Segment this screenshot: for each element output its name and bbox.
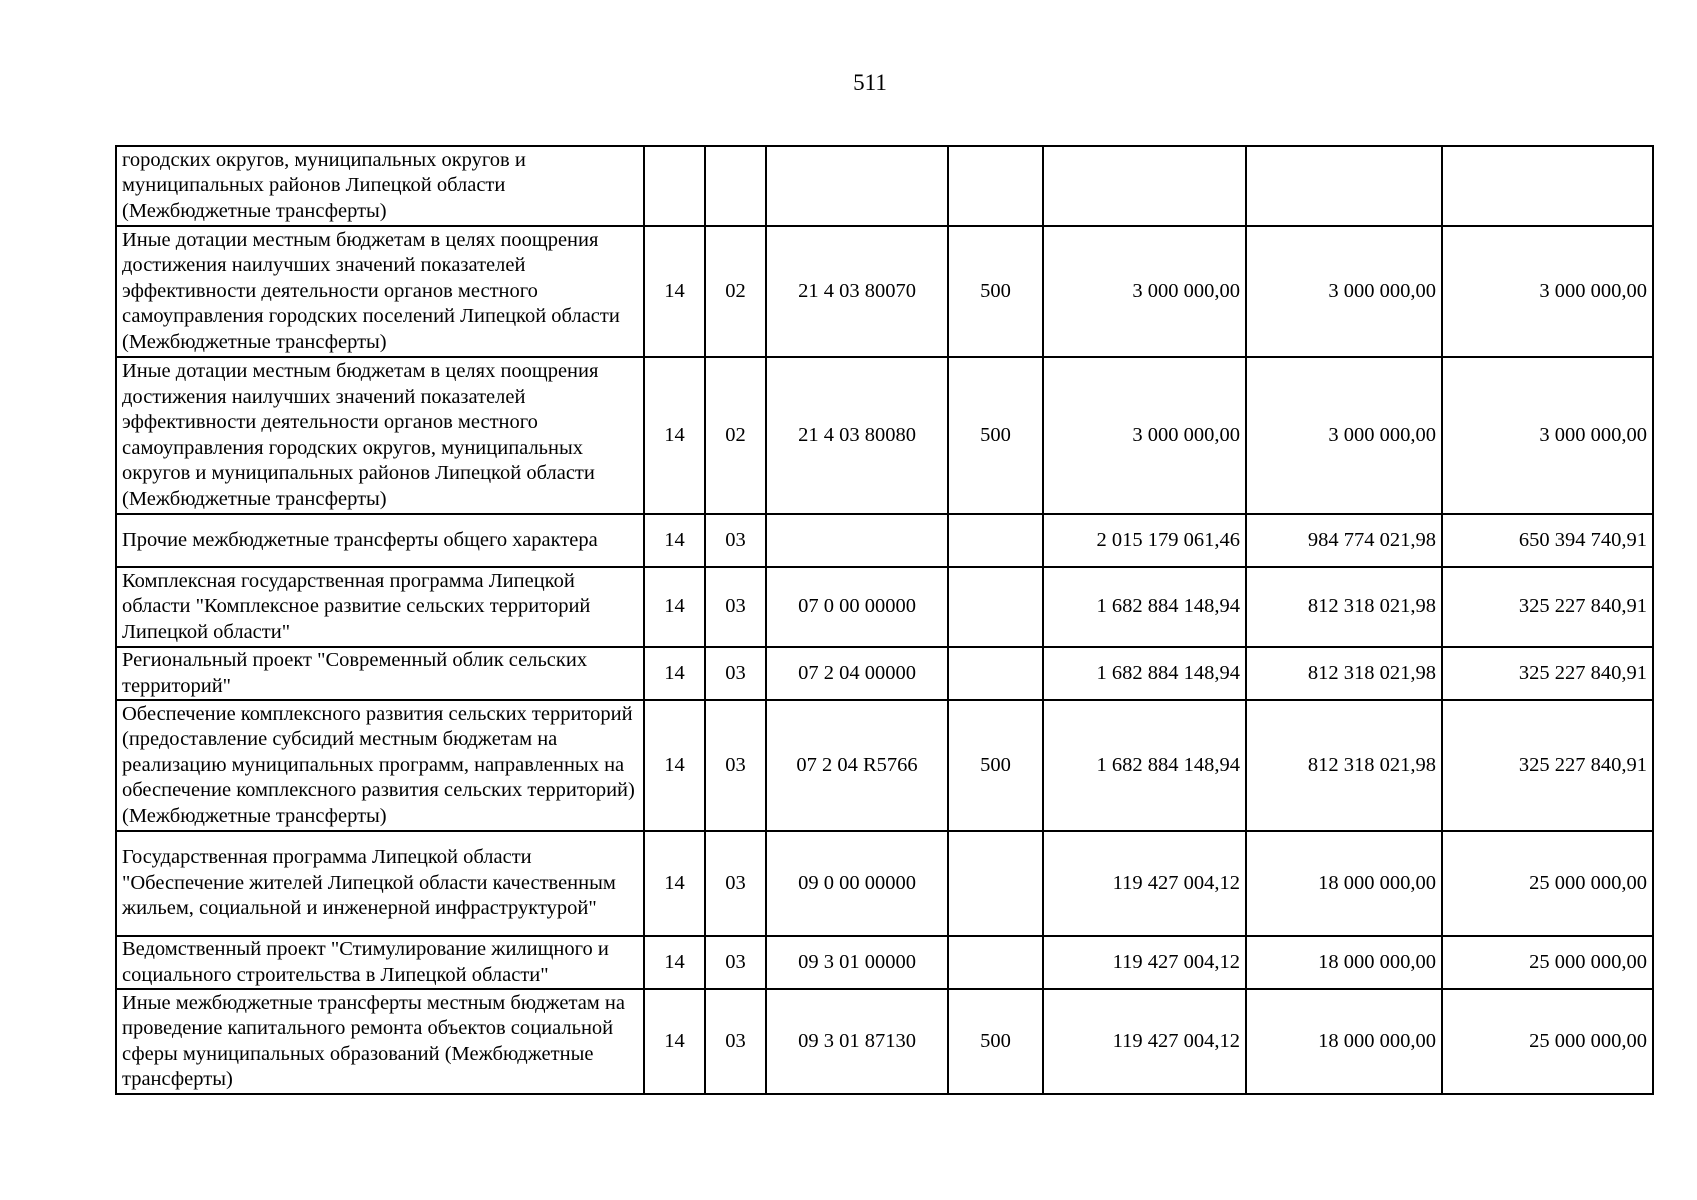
row-subsection: 02 — [705, 226, 766, 357]
row-expense-type: 500 — [948, 989, 1043, 1094]
row-expense-type — [948, 647, 1043, 700]
row-section: 14 — [644, 567, 705, 647]
row-sum-3 — [1442, 146, 1653, 226]
table-row — [116, 700, 1653, 831]
row-name: Иные дотации местным бюджетам в целях поощрения достижения наилучших значений показателей эффективности деятельности органов местного самоуправления городских округов, муниципальных округов и муниципальных районов Липецкой области (Межбюджетные трансферты) — [116, 357, 644, 514]
row-expense-type: 500 — [948, 700, 1043, 831]
row-expense-type — [948, 146, 1043, 226]
row-sum-3: 650 394 740,91 — [1442, 514, 1653, 567]
row-subsection: 03 — [705, 647, 766, 700]
row-sum-2: 812 318 021,98 — [1246, 567, 1442, 647]
row-sum-1: 1 682 884 148,94 — [1043, 647, 1246, 700]
row-target-article: 21 4 03 80080 — [766, 357, 948, 514]
row-sum-1: 119 427 004,12 — [1043, 831, 1246, 936]
row-section: 14 — [644, 226, 705, 357]
row-sum-3: 3 000 000,00 — [1442, 357, 1653, 514]
table-row — [116, 989, 1653, 1094]
row-sum-3: 325 227 840,91 — [1442, 700, 1653, 831]
row-target-article: 21 4 03 80070 — [766, 226, 948, 357]
row-sum-1: 2 015 179 061,46 — [1043, 514, 1246, 567]
row-sum-3: 25 000 000,00 — [1442, 831, 1653, 936]
table-row — [116, 514, 1653, 567]
row-name: Региональный проект "Современный облик сельских территорий" — [116, 647, 644, 700]
row-sum-3: 3 000 000,00 — [1442, 226, 1653, 357]
row-expense-type — [948, 514, 1043, 567]
row-sum-2: 18 000 000,00 — [1246, 989, 1442, 1094]
row-name: Государственная программа Липецкой области "Обеспечение жителей Липецкой области качественным жильем, социальной и инженерной инфраструктурой" — [116, 831, 644, 936]
row-section: 14 — [644, 831, 705, 936]
row-subsection: 03 — [705, 567, 766, 647]
row-subsection: 03 — [705, 989, 766, 1094]
row-target-article: 09 0 00 00000 — [766, 831, 948, 936]
row-sum-2: 3 000 000,00 — [1246, 357, 1442, 514]
row-target-article — [766, 146, 948, 226]
row-expense-type — [948, 831, 1043, 936]
row-sum-3: 25 000 000,00 — [1442, 989, 1653, 1094]
table-row — [116, 146, 1653, 226]
row-expense-type: 500 — [948, 357, 1043, 514]
row-name: Иные межбюджетные трансферты местным бюджетам на проведение капитального ремонта объектов социальной сферы муниципальных образований (Межбюджетные трансферты) — [116, 989, 644, 1094]
row-sum-2: 984 774 021,98 — [1246, 514, 1442, 567]
table-row — [116, 647, 1653, 700]
row-sum-1: 3 000 000,00 — [1043, 226, 1246, 357]
row-subsection: 03 — [705, 936, 766, 989]
row-name: Комплексная государственная программа Липецкой области "Комплексное развитие сельских территорий Липецкой области" — [116, 567, 644, 647]
row-sum-2: 812 318 021,98 — [1246, 700, 1442, 831]
row-name: Ведомственный проект "Стимулирование жилищного и социального строительства в Липецкой области" — [116, 936, 644, 989]
row-expense-type — [948, 936, 1043, 989]
row-expense-type: 500 — [948, 226, 1043, 357]
table-row — [116, 357, 1653, 514]
row-sum-1: 119 427 004,12 — [1043, 989, 1246, 1094]
row-sum-1 — [1043, 146, 1246, 226]
row-section: 14 — [644, 647, 705, 700]
row-sum-2: 18 000 000,00 — [1246, 831, 1442, 936]
row-subsection — [705, 146, 766, 226]
page-number: 511 — [853, 70, 887, 95]
row-section: 14 — [644, 936, 705, 989]
row-expense-type — [948, 567, 1043, 647]
row-sum-3: 25 000 000,00 — [1442, 936, 1653, 989]
budget-table — [115, 145, 1654, 1095]
table-row — [116, 226, 1653, 357]
row-target-article: 07 2 04 00000 — [766, 647, 948, 700]
table-row — [116, 831, 1653, 936]
row-target-article: 07 2 04 R5766 — [766, 700, 948, 831]
row-sum-2: 812 318 021,98 — [1246, 647, 1442, 700]
row-target-article: 07 0 00 00000 — [766, 567, 948, 647]
row-name: городских округов, муниципальных округов и муниципальных районов Липецкой области (Межбюджетные трансферты) — [116, 146, 644, 226]
row-name: Прочие межбюджетные трансферты общего характера — [116, 514, 644, 567]
row-section: 14 — [644, 357, 705, 514]
row-name: Обеспечение комплексного развития сельских территорий (предоставление субсидий местным бюджетам на реализацию муниципальных программ, направленных на обеспечение комплексного развития сельских территорий) (Межбюджетные трансферты) — [116, 700, 644, 831]
row-sum-1: 1 682 884 148,94 — [1043, 700, 1246, 831]
row-subsection: 02 — [705, 357, 766, 514]
table-row — [116, 567, 1653, 647]
row-sum-1: 1 682 884 148,94 — [1043, 567, 1246, 647]
row-subsection: 03 — [705, 514, 766, 567]
row-section: 14 — [644, 514, 705, 567]
row-target-article: 09 3 01 00000 — [766, 936, 948, 989]
row-sum-3: 325 227 840,91 — [1442, 567, 1653, 647]
row-name: Иные дотации местным бюджетам в целях поощрения достижения наилучших значений показателей эффективности деятельности органов местного самоуправления городских поселений Липецкой области (Межбюджетные трансферты) — [116, 226, 644, 357]
row-sum-3: 325 227 840,91 — [1442, 647, 1653, 700]
table-row — [116, 936, 1653, 989]
row-target-article: 09 3 01 87130 — [766, 989, 948, 1094]
row-sum-1: 3 000 000,00 — [1043, 357, 1246, 514]
row-subsection: 03 — [705, 831, 766, 936]
row-sum-2: 18 000 000,00 — [1246, 936, 1442, 989]
row-sum-1: 119 427 004,12 — [1043, 936, 1246, 989]
row-section: 14 — [644, 700, 705, 831]
row-target-article — [766, 514, 948, 567]
row-section: 14 — [644, 989, 705, 1094]
row-subsection: 03 — [705, 700, 766, 831]
row-sum-2: 3 000 000,00 — [1246, 226, 1442, 357]
row-section — [644, 146, 705, 226]
row-sum-2 — [1246, 146, 1442, 226]
